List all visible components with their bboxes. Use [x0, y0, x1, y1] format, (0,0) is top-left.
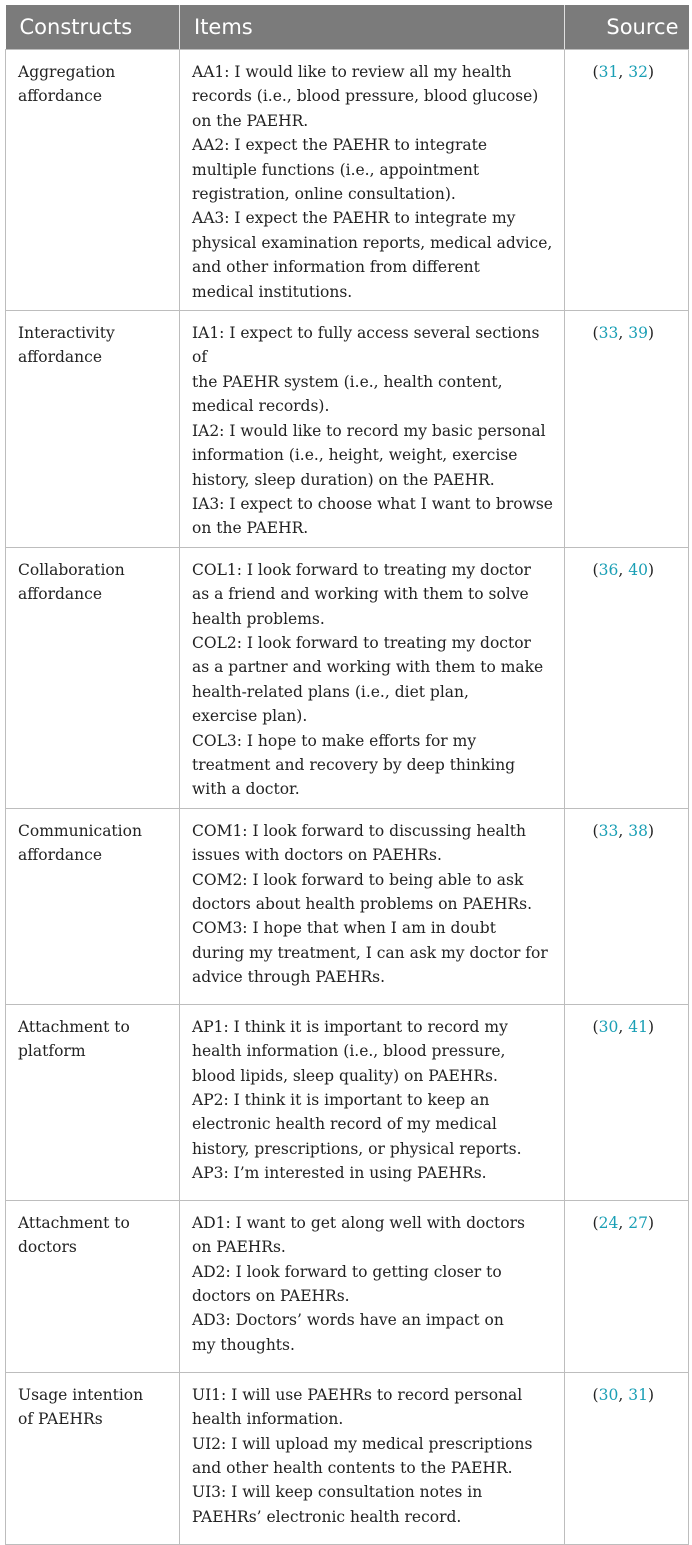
- citation-separator: ,: [618, 1213, 629, 1232]
- item-line: registration, online consultation).: [192, 185, 456, 204]
- paren-close: ): [647, 1385, 654, 1404]
- item-line: as a partner and working with them to make: [192, 658, 544, 677]
- item-line: COL1: I look forward to treating my doctor: [192, 560, 531, 579]
- citation-link[interactable]: 27: [628, 1213, 648, 1232]
- header-source: Source: [565, 5, 689, 50]
- item-line: the PAEHR system (i.e., health content,: [192, 372, 503, 391]
- item-line: medical institutions.: [192, 282, 353, 301]
- header-row: [6, 5, 689, 50]
- item-line: medical records).: [192, 397, 330, 416]
- item-line: health information (i.e., blood pressure,: [192, 1042, 506, 1061]
- item-line: information (i.e., height, weight, exercise: [192, 446, 518, 465]
- item-line: COM3: I hope that when I am in doubt: [192, 919, 496, 938]
- item-line: with a doctor.: [192, 780, 300, 799]
- construct-cell: [6, 547, 180, 808]
- paren-close: ): [647, 63, 654, 81]
- source-cell: [565, 1004, 689, 1200]
- construct-cell: [6, 1372, 180, 1544]
- item-line: physical examination reports, medical advice,: [192, 233, 553, 252]
- citation-link[interactable]: 24: [598, 1213, 619, 1232]
- citation-link[interactable]: 40: [628, 560, 648, 579]
- header-constructs: Constructs: [6, 5, 180, 50]
- paren-close: ): [647, 1213, 654, 1232]
- construct-line: Attachment to: [18, 1213, 130, 1232]
- table-row: [6, 1372, 689, 1544]
- construct-line: affordance: [18, 87, 102, 106]
- citation-link[interactable]: 30: [598, 1385, 619, 1404]
- paren-open: (: [592, 324, 599, 343]
- source-cell: [565, 547, 689, 808]
- construct-line: Usage intention: [18, 1385, 144, 1404]
- item-line: COM2: I look forward to being able to ask: [192, 870, 524, 889]
- table-header: [6, 5, 689, 50]
- construct-line: affordance: [18, 846, 102, 865]
- citation-link[interactable]: 39: [628, 324, 648, 343]
- item-line: UI1: I will use PAEHRs to record personal: [192, 1385, 523, 1404]
- item-line: blood lipids, sleep quality) on PAEHRs.: [192, 1066, 498, 1085]
- construct-line: affordance: [18, 348, 102, 367]
- source-cell: [565, 50, 689, 311]
- paren-open: (: [592, 560, 599, 579]
- citation-link[interactable]: 36: [598, 560, 619, 579]
- item-line: UI3: I will keep consultation notes in: [192, 1483, 483, 1502]
- item-line: COL3: I hope to make efforts for my: [192, 731, 477, 750]
- item-line: AD3: Doctors’ words have an impact on: [192, 1311, 504, 1330]
- item-line: as a friend and working with them to solve: [192, 585, 529, 604]
- item-line: my thoughts.: [192, 1335, 295, 1354]
- construct-cell: [6, 808, 180, 1004]
- construct-line: doctors: [18, 1238, 77, 1257]
- citation-separator: ,: [618, 1017, 629, 1036]
- citation-link[interactable]: 33: [598, 324, 619, 343]
- paren-open: (: [592, 63, 599, 81]
- citation-link[interactable]: 31: [628, 1385, 648, 1404]
- table-row: [6, 547, 689, 808]
- construct-line: Interactivity: [18, 324, 115, 343]
- paren-close: ): [647, 821, 654, 840]
- paren-close: ): [647, 1017, 654, 1036]
- citation-link[interactable]: 41: [628, 1017, 648, 1036]
- citation-separator: ,: [618, 324, 629, 343]
- construct-cell: [6, 1200, 180, 1372]
- items-cell: [180, 1372, 565, 1544]
- item-line: AD1: I want to get along well with doctors: [192, 1213, 525, 1232]
- item-line: electronic health record of my medical: [192, 1115, 497, 1134]
- item-line: IA3: I expect to choose what I want to browse: [192, 494, 553, 513]
- citation-link[interactable]: 30: [598, 1017, 619, 1036]
- item-line: AD2: I look forward to getting closer to: [192, 1262, 502, 1281]
- item-line: exercise plan).: [192, 707, 308, 726]
- item-line: IA1: I expect to fully access several sections of: [192, 324, 540, 367]
- source-cell: [565, 808, 689, 1004]
- item-line: history, prescriptions, or physical reports.: [192, 1139, 522, 1158]
- item-line: issues with doctors on PAEHRs.: [192, 846, 442, 865]
- paren-close: ): [647, 560, 654, 579]
- table-row: [6, 311, 689, 548]
- citation-separator: ,: [618, 1385, 629, 1404]
- item-line: health-related plans (i.e., diet plan,: [192, 682, 469, 701]
- citation-separator: ,: [618, 560, 629, 579]
- citation-link[interactable]: 31: [598, 63, 619, 81]
- constructs-table: [5, 5, 689, 1545]
- item-line: AA1: I would like to review all my health: [192, 63, 512, 81]
- item-line: UI2: I will upload my medical prescriptions: [192, 1434, 533, 1453]
- items-cell: [180, 1004, 565, 1200]
- item-line: advice through PAEHRs.: [192, 968, 386, 987]
- construct-line: Communication: [18, 821, 142, 840]
- item-line: doctors about health problems on PAEHRs.: [192, 895, 533, 913]
- header-items: Items: [180, 5, 565, 50]
- construct-cell: [6, 1004, 180, 1200]
- paren-open: (: [592, 1017, 599, 1036]
- item-line: AP1: I think it is important to record my: [192, 1017, 508, 1036]
- item-line: history, sleep duration) on the PAEHR.: [192, 470, 495, 489]
- item-line: treatment and recovery by deep thinking: [192, 755, 516, 774]
- table-row: [6, 808, 689, 1004]
- paren-open: (: [592, 1385, 599, 1404]
- table-row: [6, 1004, 689, 1200]
- item-line: on the PAEHR.: [192, 519, 309, 538]
- citation-separator: ,: [618, 821, 629, 840]
- paren-open: (: [592, 1213, 599, 1232]
- item-line: during my treatment, I can ask my doctor for: [192, 943, 548, 962]
- citation-separator: ,: [618, 63, 629, 81]
- construct-line: platform: [18, 1042, 86, 1061]
- item-line: doctors on PAEHRs.: [192, 1287, 350, 1305]
- construct-line: Aggregation: [18, 63, 116, 81]
- construct-line: Collaboration: [18, 560, 125, 579]
- source-cell: [565, 1372, 689, 1544]
- items-cell: [180, 311, 565, 548]
- item-line: health information.: [192, 1410, 344, 1429]
- items-cell: [180, 547, 565, 808]
- table-row: [6, 1200, 689, 1372]
- construct-cell: [6, 311, 180, 548]
- items-cell: [180, 1200, 565, 1372]
- items-cell: [180, 50, 565, 311]
- item-line: PAEHRs’ electronic health record.: [192, 1507, 462, 1526]
- item-line: AA2: I expect the PAEHR to integrate: [192, 136, 488, 155]
- construct-line: Attachment to: [18, 1017, 130, 1036]
- item-line: AP2: I think it is important to keep an: [192, 1091, 490, 1109]
- citation-link[interactable]: 38: [628, 821, 648, 840]
- item-line: multiple functions (i.e., appointment: [192, 160, 480, 179]
- citation-link[interactable]: 33: [598, 821, 619, 840]
- table-row: [6, 50, 689, 311]
- item-line: and other health contents to the PAEHR.: [192, 1459, 513, 1477]
- table-body: [6, 50, 689, 1545]
- item-line: AP3: I’m interested in using PAEHRs.: [192, 1164, 487, 1183]
- citation-link[interactable]: 32: [628, 63, 648, 81]
- paren-open: (: [592, 821, 599, 840]
- item-line: IA2: I would like to record my basic personal: [192, 421, 546, 440]
- item-line: AA3: I expect the PAEHR to integrate my: [192, 209, 516, 228]
- item-line: COM1: I look forward to discussing health: [192, 821, 526, 840]
- item-line: and other information from different: [192, 258, 480, 277]
- construct-line: affordance: [18, 585, 102, 604]
- construct-cell: [6, 50, 180, 311]
- item-line: COL2: I look forward to treating my doctor: [192, 633, 531, 652]
- item-line: on the PAEHR.: [192, 111, 309, 130]
- item-line: on PAEHRs.: [192, 1238, 286, 1257]
- paren-close: ): [647, 324, 654, 343]
- source-cell: [565, 1200, 689, 1372]
- item-line: records (i.e., blood pressure, blood glucose): [192, 87, 539, 106]
- construct-line: of PAEHRs: [18, 1410, 103, 1429]
- items-cell: [180, 808, 565, 1004]
- source-cell: [565, 311, 689, 548]
- item-line: health problems.: [192, 609, 325, 628]
